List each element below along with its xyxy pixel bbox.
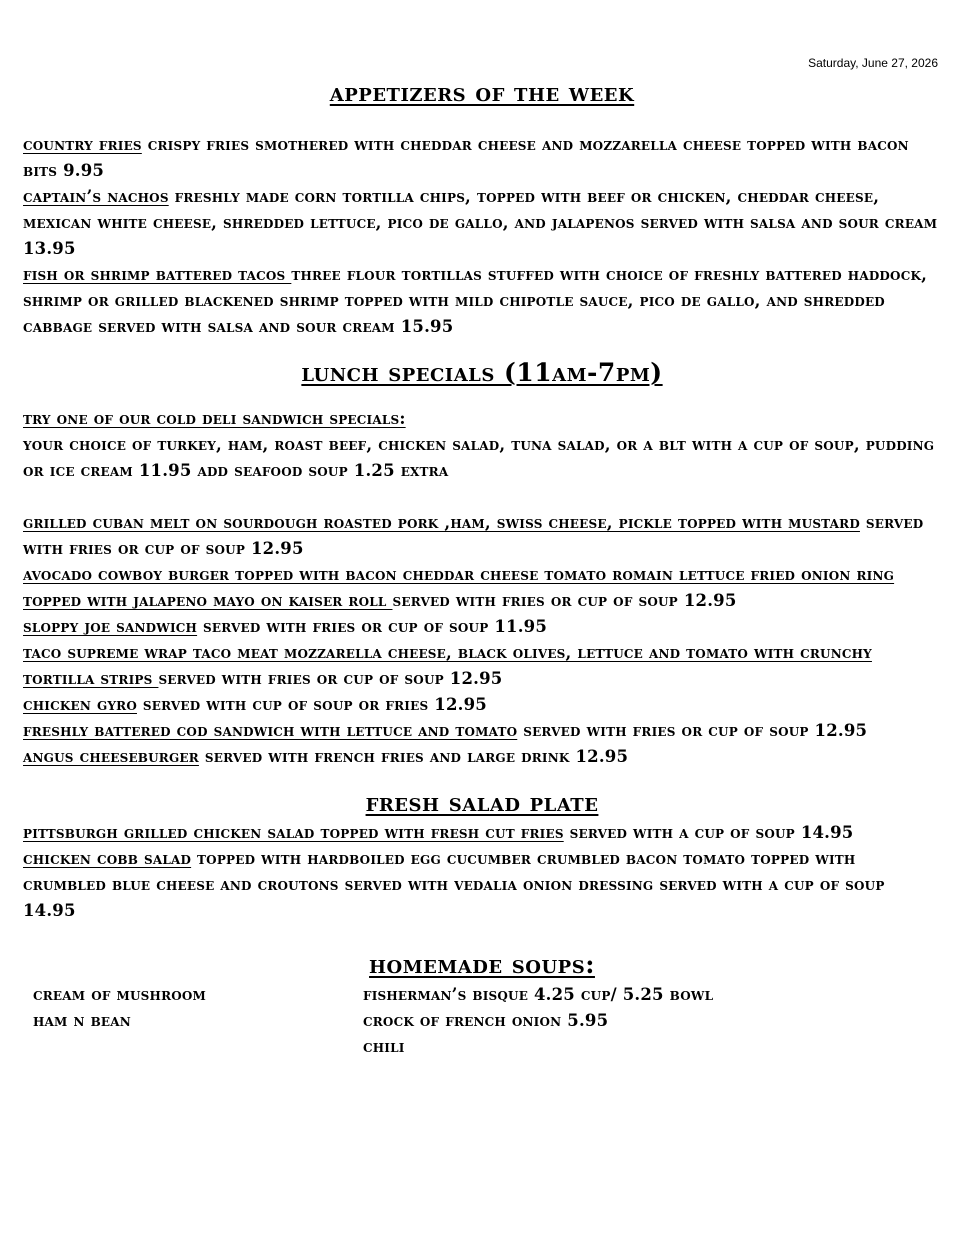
item-description: freshly made corn tortilla chips, topped with beef or chicken, cheddar cheese, mexican white cheese, shredded lettuce, pico de gallo, and jalapenos served with salsa and sour cream 13.95: [23, 187, 938, 258]
deli-heading: try one of our cold deli sandwich specials:: [23, 409, 406, 428]
appetizers-section: [23, 76, 941, 340]
menu-item: [23, 820, 941, 846]
menu-item: [23, 744, 941, 770]
item-name: taco supreme wrap taco meat mozzarella cheese, black olives, lettuce and tomato with crunchy tortilla strips: [23, 643, 872, 688]
item-description: served with fries or cup of soup 12.95: [392, 591, 737, 610]
item-name: sloppy joe sandwich: [23, 617, 198, 636]
item-description: served with fries or cup of soup 12.95: [158, 669, 503, 688]
appetizers-title: appetizers of the week: [329, 78, 635, 107]
item-description: served with fries or cup of soup 11.95: [197, 617, 548, 636]
spacer: [23, 484, 941, 510]
lunch-section: [23, 356, 941, 770]
soups-list: [23, 982, 941, 1060]
menu-item: [23, 184, 941, 262]
item-description: served with fries or cup of soup 12.95: [23, 513, 924, 558]
item-name: grilled cuban melt on sourdough roasted pork ,ham, swiss cheese, pickle topped with mustard: [23, 513, 860, 532]
item-description: crispy fries smothered with cheddar cheese and mozzarella cheese topped with bacon bits 9.95: [23, 135, 909, 180]
item-description: three flour tortillas stuffed with choice of freshly battered haddock, shrimp or grilled blackened shrimp topped with mild chipotle sauce, pico de gallo, and shredded cabbage served with salsa and sour cream 15.95: [23, 265, 928, 336]
item-name: freshly battered cod sandwich with lettuce and tomato: [23, 721, 518, 740]
menu-item: [23, 562, 941, 614]
item-name: pittsburgh grilled chicken salad topped with fresh cut fries: [23, 823, 564, 842]
menu-item: [23, 132, 941, 184]
menu-content: [23, 76, 941, 1060]
deli-description: your choice of turkey, ham, roast beef, chicken salad, tuna salad, or a blt with a cup of soup, pudding or ice cream 11.95 add seafood soup 1.25 extra: [23, 435, 935, 480]
soups-left-column: [33, 982, 363, 1060]
menu-item: [23, 640, 941, 692]
item-name: captain’s nachos: [23, 187, 169, 206]
menu-item: [23, 510, 941, 562]
soups-right-column: [363, 982, 941, 1060]
salad-title: fresh salad plate: [365, 788, 599, 817]
soup-item: ham n bean: [33, 1011, 131, 1030]
item-description: served with french fries and large drink 12.95: [198, 747, 629, 766]
item-description: served with fries or cup of soup 12.95: [517, 721, 868, 740]
item-name: country fries: [23, 135, 142, 154]
soup-item: fisherman’s bisque 4.25 cup/ 5.25 bowl: [363, 985, 714, 1004]
date-label: Saturday, June 27, 2026: [808, 56, 938, 70]
menu-item: [23, 692, 941, 718]
lunch-title: lunch specials (11am-7pm): [301, 358, 663, 387]
item-name: chicken gyro: [23, 695, 137, 714]
item-name: angus cheeseburger: [23, 747, 199, 766]
soups-title: homemade soups:: [369, 950, 595, 979]
menu-item: [23, 614, 941, 640]
item-description: served with cup of soup or fries 12.95: [136, 695, 487, 714]
item-name: avocado cowboy burger topped with bacon cheddar cheese tomato romain lettuce fried onion ring topped with jalapeno mayo on kaiser roll: [23, 565, 895, 610]
menu-item: [23, 718, 941, 744]
item-name: chicken cobb salad: [23, 849, 192, 868]
item-name: fish or shrimp battered tacos: [23, 265, 292, 284]
soup-item: crock of french onion 5.95: [363, 1011, 609, 1030]
salad-section: [23, 786, 941, 924]
soup-item: chili: [363, 1037, 405, 1056]
item-description: served with a cup of soup 14.95: [563, 823, 854, 842]
soup-item: cream of mushroom: [33, 985, 207, 1004]
item-description: topped with hardboiled egg cucumber crumbled bacon tomato topped with crumbled blue cheese and croutons served with vedalia onion dressing served with a cup of soup 14.95: [23, 849, 885, 920]
menu-item: [23, 846, 941, 924]
menu-item: [23, 262, 941, 340]
soups-section: [23, 948, 941, 1060]
